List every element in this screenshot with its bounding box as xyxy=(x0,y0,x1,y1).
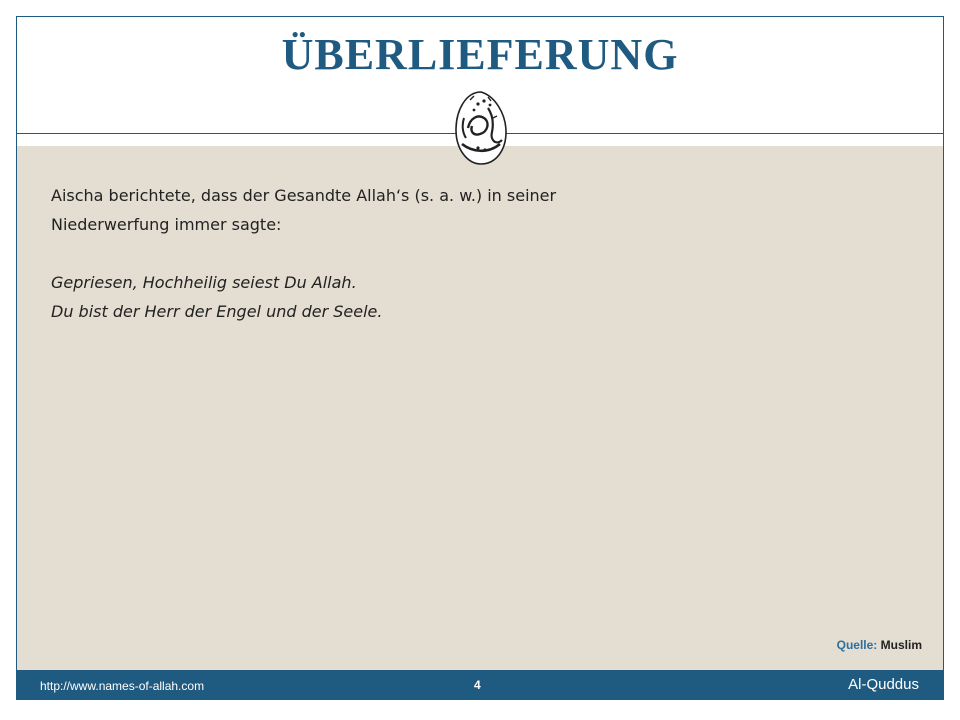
body-line-2: Niederwerfung immer sagte: xyxy=(51,215,282,234)
quote-line-1: Gepriesen, Hochheilig seiest Du Allah. xyxy=(51,273,357,292)
body-line-1: Aischa berichtete, dass der Gesandte Allah‘s (s. a. w.) in seiner xyxy=(51,186,557,205)
quote-line-2: Du bist der Herr der Engel und der Seele. xyxy=(51,302,383,321)
arabic-calligraphy-emblem-icon xyxy=(448,88,514,168)
source-citation xyxy=(837,638,922,652)
hadith-text xyxy=(51,181,751,326)
source-value: Muslim xyxy=(880,638,922,652)
page-number: 4 xyxy=(474,678,481,692)
footer-bar xyxy=(17,670,943,700)
slide-title: ÜBERLIEFERUNG xyxy=(281,30,679,79)
source-label: Quelle: xyxy=(836,638,878,652)
footer-url-link[interactable]: http://www.names-of-allah.com xyxy=(40,679,205,693)
footer-name: Al-Quddus xyxy=(848,676,919,693)
paragraph-gap xyxy=(51,239,751,268)
